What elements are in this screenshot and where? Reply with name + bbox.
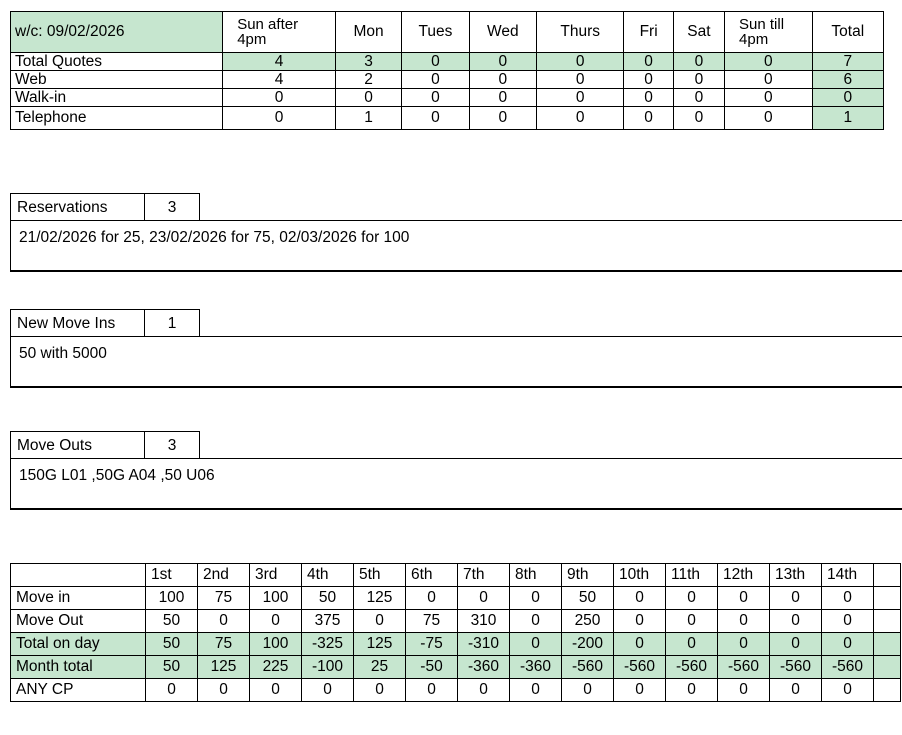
- daily-cell: -75: [406, 633, 458, 656]
- quotes-row: [11, 53, 884, 71]
- daily-cell: 0: [822, 633, 874, 656]
- daily-cell: 0: [666, 610, 718, 633]
- quotes-column-header: Sun after 4pm: [223, 12, 336, 53]
- day-column-header: 14th: [822, 564, 874, 587]
- day-column-header: 1st: [146, 564, 198, 587]
- daily-cell: 0: [614, 610, 666, 633]
- quotes-row: [11, 107, 884, 130]
- daily-cell: 125: [198, 656, 250, 679]
- daily-cell: 0: [354, 610, 406, 633]
- daily-cell: -560: [562, 656, 614, 679]
- quotes-cell: 4: [223, 53, 336, 71]
- daily-cell: 0: [510, 633, 562, 656]
- quotes-cell: 0: [673, 53, 724, 71]
- quotes-row-label: Telephone: [11, 107, 223, 130]
- day-column-header: 8th: [510, 564, 562, 587]
- move-ins-label: New Move Ins: [10, 309, 145, 336]
- daily-cell: 75: [198, 587, 250, 610]
- daily-cell: 50: [146, 656, 198, 679]
- quotes-cell: 0: [402, 53, 469, 71]
- quotes-cell: 0: [673, 71, 724, 89]
- daily-row: [11, 633, 901, 656]
- quotes-cell: 0: [335, 89, 401, 107]
- quotes-column-header: Wed: [469, 12, 536, 53]
- daily-cell: 0: [822, 587, 874, 610]
- move-ins-details: 50 with 5000: [10, 336, 902, 388]
- daily-overflow-cell: [874, 679, 901, 702]
- day-column-header: 2nd: [198, 564, 250, 587]
- day-column-header: 6th: [406, 564, 458, 587]
- quotes-row-label: Walk-in: [11, 89, 223, 107]
- daily-cell: 375: [302, 610, 354, 633]
- quotes-cell: 0: [725, 53, 813, 71]
- daily-cell: 0: [718, 610, 770, 633]
- daily-cell: 0: [458, 679, 510, 702]
- daily-cell: 0: [614, 633, 666, 656]
- day-column-header: 7th: [458, 564, 510, 587]
- quotes-cell: 0: [725, 71, 813, 89]
- daily-row-label: Month total: [11, 656, 146, 679]
- quotes-cell: 0: [624, 71, 673, 89]
- daily-cell: 0: [198, 610, 250, 633]
- weekly-quotes-table: [10, 11, 884, 130]
- daily-row-label: ANY CP: [11, 679, 146, 702]
- quotes-cell: 0: [402, 107, 469, 130]
- daily-cell: 0: [822, 679, 874, 702]
- daily-row-label: Move in: [11, 587, 146, 610]
- quotes-cell: 0: [469, 53, 536, 71]
- daily-overflow-cell: [874, 633, 901, 656]
- daily-cell: 0: [510, 610, 562, 633]
- daily-cell: -310: [458, 633, 510, 656]
- day-column-header: 4th: [302, 564, 354, 587]
- quotes-cell: 0: [673, 107, 724, 130]
- daily-cell: -560: [718, 656, 770, 679]
- daily-cell: 50: [146, 633, 198, 656]
- daily-cell: 0: [718, 679, 770, 702]
- quotes-cell: 2: [335, 71, 401, 89]
- daily-cell: -560: [770, 656, 822, 679]
- quotes-column-header: Total: [812, 12, 883, 53]
- daily-cell: -360: [510, 656, 562, 679]
- daily-cell: 0: [822, 610, 874, 633]
- quotes-column-header: Sun till 4pm: [725, 12, 813, 53]
- quotes-row: [11, 89, 884, 107]
- daily-cell: -200: [562, 633, 614, 656]
- daily-cell: -560: [822, 656, 874, 679]
- daily-overflow-cell: [874, 564, 901, 587]
- daily-cell: 75: [406, 610, 458, 633]
- daily-cell: 0: [354, 679, 406, 702]
- quotes-cell: 6: [812, 71, 883, 89]
- daily-cell: 75: [198, 633, 250, 656]
- quotes-cell: 0: [469, 89, 536, 107]
- daily-cell: 0: [510, 679, 562, 702]
- daily-movement-table: [10, 563, 901, 702]
- quotes-cell: 0: [536, 107, 624, 130]
- daily-cell: 25: [354, 656, 406, 679]
- quotes-column-header: Sat: [673, 12, 724, 53]
- day-column-header: 9th: [562, 564, 614, 587]
- quotes-cell: 1: [812, 107, 883, 130]
- daily-cell: 0: [666, 679, 718, 702]
- daily-header-corner: [11, 564, 146, 587]
- quotes-cell: 0: [812, 89, 883, 107]
- daily-cell: 0: [562, 679, 614, 702]
- quotes-cell: 0: [402, 89, 469, 107]
- day-column-header: 11th: [666, 564, 718, 587]
- quotes-cell: 0: [673, 89, 724, 107]
- week-commencing-label: w/c: 09/02/2026: [11, 12, 223, 53]
- quotes-column-header: Tues: [402, 12, 469, 53]
- daily-cell: 0: [614, 587, 666, 610]
- reservations-count: 3: [145, 193, 200, 220]
- daily-cell: 225: [250, 656, 302, 679]
- day-column-header: 3rd: [250, 564, 302, 587]
- quotes-cell: 0: [624, 107, 673, 130]
- daily-cell: -100: [302, 656, 354, 679]
- daily-cell: 0: [146, 679, 198, 702]
- quotes-cell: 4: [223, 71, 336, 89]
- quotes-cell: 0: [536, 53, 624, 71]
- move-outs-label: Move Outs: [10, 431, 145, 458]
- daily-cell: 0: [770, 679, 822, 702]
- daily-cell: 100: [146, 587, 198, 610]
- daily-cell: -560: [666, 656, 718, 679]
- daily-cell: 0: [458, 587, 510, 610]
- quotes-cell: 0: [223, 107, 336, 130]
- quotes-row-label: Total Quotes: [11, 53, 223, 71]
- daily-cell: 50: [302, 587, 354, 610]
- quotes-cell: 7: [812, 53, 883, 71]
- daily-cell: -360: [458, 656, 510, 679]
- daily-cell: 0: [770, 633, 822, 656]
- move-ins-count: 1: [145, 309, 200, 336]
- daily-cell: 0: [302, 679, 354, 702]
- day-column-header: 13th: [770, 564, 822, 587]
- daily-cell: 50: [146, 610, 198, 633]
- daily-cell: 0: [770, 610, 822, 633]
- daily-row: [11, 656, 901, 679]
- day-column-header: 10th: [614, 564, 666, 587]
- daily-cell: 0: [250, 610, 302, 633]
- quotes-row-label: Web: [11, 71, 223, 89]
- daily-cell: 0: [614, 679, 666, 702]
- quotes-cell: 0: [725, 107, 813, 130]
- quotes-cell: 0: [469, 107, 536, 130]
- quotes-cell: 1: [335, 107, 401, 130]
- daily-cell: 0: [718, 633, 770, 656]
- quotes-column-header: Thurs: [536, 12, 624, 53]
- daily-cell: 0: [406, 679, 458, 702]
- move-outs-count: 3: [145, 431, 200, 458]
- quotes-cell: 0: [725, 89, 813, 107]
- quotes-cell: 0: [624, 89, 673, 107]
- daily-cell: 250: [562, 610, 614, 633]
- daily-overflow-cell: [874, 610, 901, 633]
- quotes-column-header: Fri: [624, 12, 673, 53]
- daily-cell: 125: [354, 633, 406, 656]
- move-outs-details: 150G L01 ,50G A04 ,50 U06: [10, 458, 902, 510]
- quotes-cell: 0: [223, 89, 336, 107]
- daily-row-label: Total on day: [11, 633, 146, 656]
- quotes-cell: 0: [536, 89, 624, 107]
- daily-row: [11, 610, 901, 633]
- reservations-label: Reservations: [10, 193, 145, 220]
- daily-cell: 0: [406, 587, 458, 610]
- daily-cell: 100: [250, 633, 302, 656]
- daily-cell: 100: [250, 587, 302, 610]
- daily-cell: 0: [770, 587, 822, 610]
- daily-row-label: Move Out: [11, 610, 146, 633]
- daily-cell: 50: [562, 587, 614, 610]
- quotes-cell: 0: [469, 71, 536, 89]
- day-column-header: 12th: [718, 564, 770, 587]
- daily-overflow-cell: [874, 587, 901, 610]
- quotes-cell: 3: [335, 53, 401, 71]
- quotes-cell: 0: [624, 53, 673, 71]
- day-column-header: 5th: [354, 564, 406, 587]
- daily-cell: 0: [718, 587, 770, 610]
- daily-cell: -560: [614, 656, 666, 679]
- daily-cell: 0: [198, 679, 250, 702]
- daily-header-row: [11, 564, 901, 587]
- daily-overflow-cell: [874, 656, 901, 679]
- daily-cell: 0: [666, 633, 718, 656]
- daily-row: [11, 587, 901, 610]
- daily-cell: -50: [406, 656, 458, 679]
- quotes-cell: 0: [536, 71, 624, 89]
- daily-cell: 310: [458, 610, 510, 633]
- daily-cell: 125: [354, 587, 406, 610]
- quotes-header-row: [11, 12, 884, 53]
- daily-cell: -325: [302, 633, 354, 656]
- daily-cell: 0: [250, 679, 302, 702]
- quotes-column-header: Mon: [335, 12, 401, 53]
- daily-cell: 0: [510, 587, 562, 610]
- daily-row: [11, 679, 901, 702]
- reservations-details: 21/02/2026 for 25, 23/02/2026 for 75, 02/03/2026 for 100: [10, 220, 902, 272]
- daily-cell: 0: [666, 587, 718, 610]
- quotes-cell: 0: [402, 71, 469, 89]
- quotes-row: [11, 71, 884, 89]
